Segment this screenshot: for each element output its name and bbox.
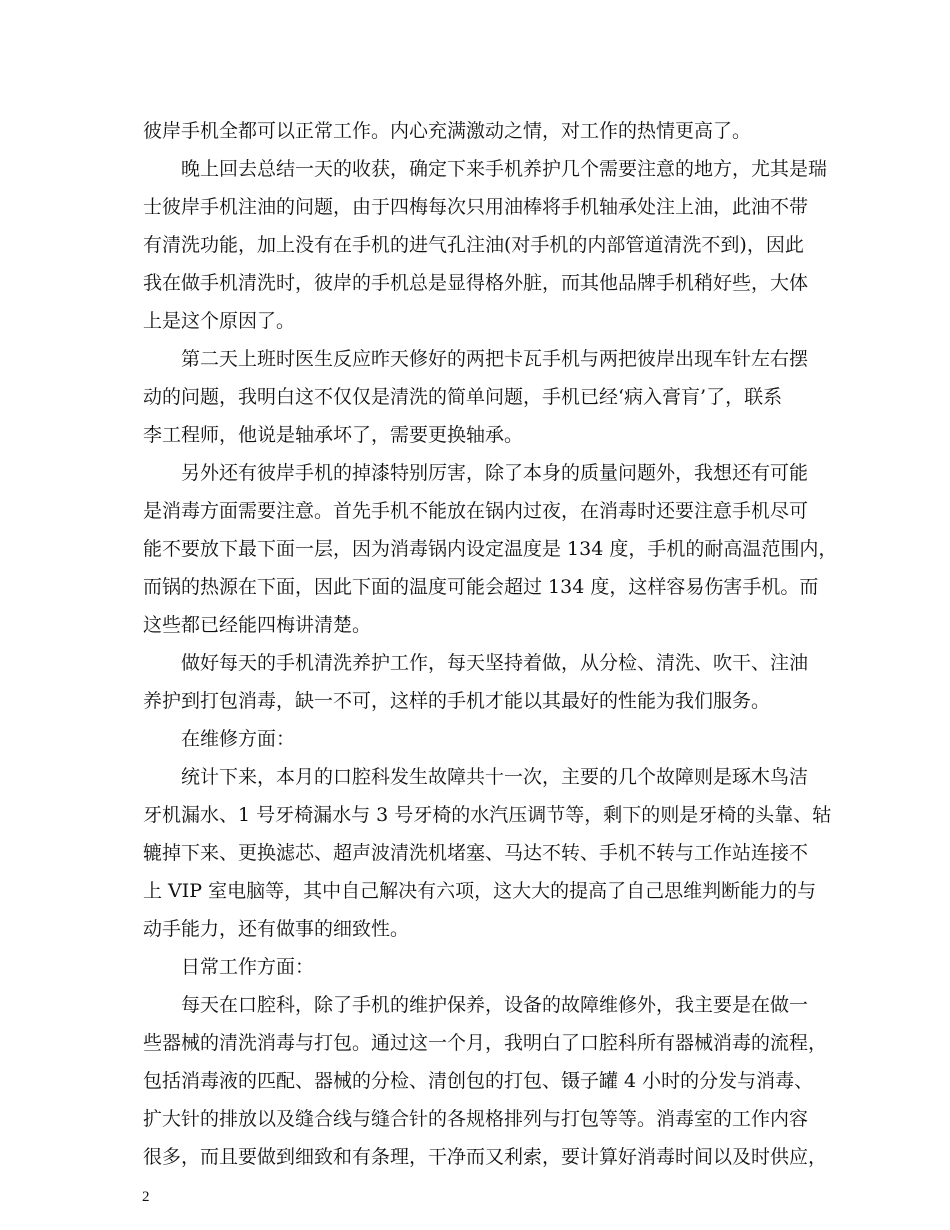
text-line: 第二天上班时医生反应昨天修好的两把卡瓦手机与两把彼岸出现车针左右摆 bbox=[143, 348, 809, 370]
text-line: 彼岸手机全都可以正常工作。内心充满激动之情，对工作的热情更高了。 bbox=[143, 120, 752, 142]
text-line: 包括消毒液的匹配、器械的分检、清创包的打包、镊子罐 4 小时的分发与消毒、 bbox=[143, 1070, 814, 1092]
text-line: 很多，而且要做到细致和有条理，干净而又利索，要计算好消毒时间以及时供应， bbox=[143, 1146, 828, 1168]
text-line: 能不要放下最下面一层，因为消毒锅内设定温度是 134 度，手机的耐高温范围内， bbox=[143, 538, 838, 560]
text-line: 牙机漏水、1 号牙椅漏水与 3 号牙椅的水汽压调节等，剩下的则是牙椅的头靠、轱 bbox=[143, 804, 832, 826]
text-line: 些器械的清洗消毒与打包。通过这一个月，我明白了口腔科所有器械消毒的流程， bbox=[143, 1032, 828, 1054]
section-heading: 日常工作方面： bbox=[143, 956, 315, 978]
text-line: 有清洗功能，加上没有在手机的进气孔注油(对手机的内部管道清洗不到)，因此 bbox=[143, 234, 804, 256]
text-line: 是消毒方面需要注意。首先手机不能放在锅内过夜，在消毒时还要注意手机尽可 bbox=[143, 500, 809, 522]
section-heading: 在维修方面： bbox=[143, 728, 296, 750]
text-line: 晚上回去总结一天的收获，确定下来手机养护几个需要注意的地方，尤其是瑞 bbox=[143, 158, 828, 180]
text-line: 统计下来，本月的口腔科发生故障共十一次，主要的几个故障则是琢木鸟洁 bbox=[143, 766, 809, 788]
text-line: 动手能力，还有做事的细致性。 bbox=[143, 918, 410, 940]
text-line: 上是这个原因了。 bbox=[143, 310, 296, 332]
text-line: 扩大针的排放以及缝合线与缝合针的各规格排列与打包等等。消毒室的工作内容 bbox=[143, 1108, 809, 1130]
text-line: 动的问题，我明白这不仅仅是清洗的简单问题，手机已经‘病入膏肓’了，联系 bbox=[143, 386, 783, 408]
text-line: 做好每天的手机清洗养护工作，每天坚持着做，从分检、清洗、吹干、注油 bbox=[143, 652, 809, 674]
text-line: 这些都已经能四梅讲清楚。 bbox=[143, 614, 372, 636]
page-number: 2 bbox=[142, 1189, 150, 1205]
text-line: 每天在口腔科，除了手机的维护保养，设备的故障维修外，我主要是在做一 bbox=[143, 994, 809, 1016]
text-line: 士彼岸手机注油的问题，由于四梅每次只用油棒将手机轴承处注上油，此油不带 bbox=[143, 196, 809, 218]
text-line: 而锅的热源在下面，因此下面的温度可能会超过 134 度，这样容易伤害手机。而 bbox=[143, 576, 819, 598]
text-line: 上 VIP 室电脑等，其中自己解决有六项，这大大的提高了自己思维判断能力的与 bbox=[143, 880, 817, 902]
text-line: 李工程师，他说是轴承坏了，需要更换轴承。 bbox=[143, 424, 524, 446]
text-line: 养护到打包消毒，缺一不可，这样的手机才能以其最好的性能为我们服务。 bbox=[143, 690, 771, 712]
text-line: 辘掉下来、更换滤芯、超声波清洗机堵塞、马达不转、手机不转与工作站连接不 bbox=[143, 842, 809, 864]
text-line: 我在做手机清洗时，彼岸的手机总是显得格外脏，而其他品牌手机稍好些，大体 bbox=[143, 272, 809, 294]
text-line: 另外还有彼岸手机的掉漆特别厉害，除了本身的质量问题外，我想还有可能 bbox=[143, 462, 809, 484]
